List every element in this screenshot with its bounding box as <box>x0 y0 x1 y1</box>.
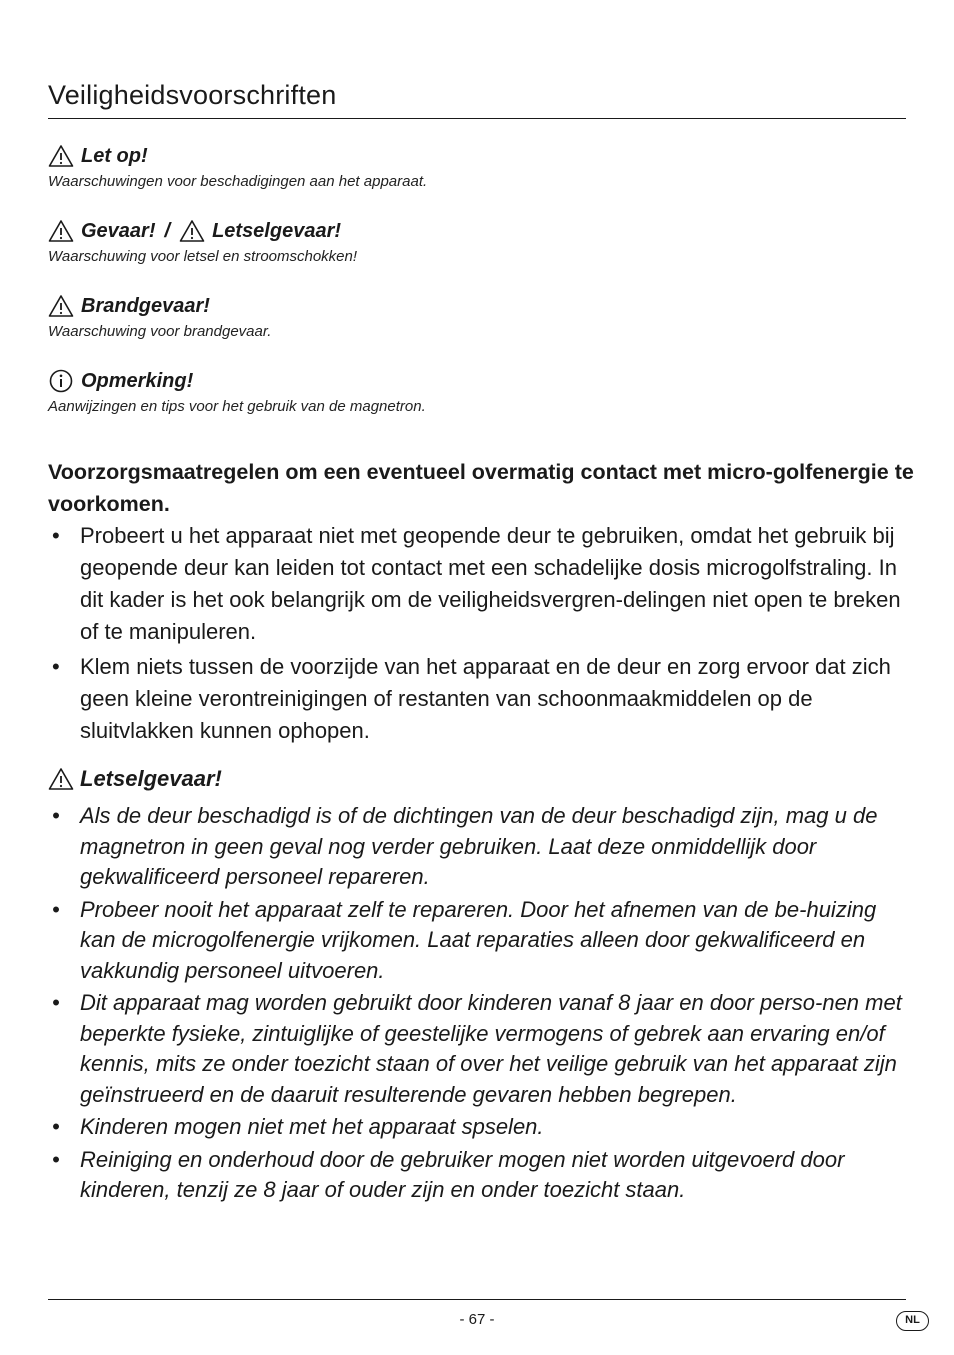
warning-triangle-icon <box>179 219 205 243</box>
injury-heading <box>48 766 222 792</box>
list-item <box>48 988 908 1110</box>
bullet: • <box>52 1146 60 1172</box>
list-item-text: Reiniging en onderhoud door de gebruiker mogen niet worden uitgevoerd door kinderen, tenzij ze 8 jaar of ouder zijn en onder toezicht staan. <box>80 1146 845 1202</box>
list-item <box>48 1112 908 1143</box>
list-item-text: Probeer nooit het apparaat zelf te repareren. Door het afnemen van de be-huizing kan de microgolfenergie vrijkomen. Laat reparaties alleen door gekwalificeerd en vakkundig personeel uitvoeren. <box>80 896 877 983</box>
bullet: • <box>52 1114 60 1139</box>
info-icon <box>48 369 74 393</box>
list-item <box>48 895 908 987</box>
bullet: • <box>52 523 60 548</box>
warning-triangle-icon <box>48 767 74 791</box>
page-number: - 67 - <box>459 1311 495 1328</box>
warning-triangle-icon <box>48 294 74 318</box>
warning-triangle-icon <box>48 219 74 243</box>
footer-divider <box>48 1299 906 1300</box>
injury-list <box>48 801 908 1208</box>
notice-label: Opmerking! <box>81 369 194 392</box>
list-item <box>48 520 908 648</box>
bullet: • <box>52 654 60 679</box>
bullet: • <box>52 990 60 1015</box>
injury-heading-label: Letselgevaar! <box>80 766 222 791</box>
notice-label-secondary: Letselgevaar! <box>212 219 342 242</box>
notice-description: Waarschuwing voor brandgevaar. <box>48 323 272 340</box>
notice-fire <box>48 294 271 340</box>
section-heading: Voorzorgsmaatregelen om een eventueel overmatig contact met micro-golfenergie te voorkomen. <box>48 460 914 516</box>
list-item <box>48 1145 908 1206</box>
list-item-text: Klem niets tussen de voorzijde van het apparaat en de deur en zorg ervoor dat zich geen kleine verontreinigingen of restanten van schoonmaakmiddelen op de sluitvlakken kunnen ophopen. <box>80 654 891 743</box>
page-title: Veiligheidsvoorschriften <box>48 80 337 110</box>
warning-triangle-icon <box>48 144 74 168</box>
notice-label: Brandgevaar! <box>81 294 210 317</box>
notice-label: Let op! <box>81 144 148 167</box>
notice-separator: / <box>164 219 171 242</box>
list-item-text: Probeert u het apparaat niet met geopende deur te gebruiken, omdat het gebruik bij geopende deur kan leiden tot contact met een schadelijke dosis microgolfstraling. In dit kader is het ook belangrijk om de veiligheidsvergren-delingen niet open te breken of te manipuleren. <box>80 523 901 644</box>
list-item-text: Dit apparaat mag worden gebruikt door kinderen vanaf 8 jaar en door perso-nen met beperkte fysieke, zintuiglijke of geestelijke vermogens of gebrek aan ervaring en/of kennis, mits ze onder toezicht staan of over het veilige gebruik van het apparaat zijn geïnstrueerd en de daaruit resulterende gevaren hebben begrepen. <box>80 990 902 1107</box>
notice-danger <box>48 219 357 265</box>
list-item <box>48 801 908 893</box>
language-badge: NL <box>896 1311 929 1331</box>
list-item <box>48 651 908 747</box>
notice-description: Waarschuwing voor letsel en stroomschokken! <box>48 248 358 265</box>
list-item-text: Als de deur beschadigd is of de dichtingen van de deur beschadigd zijn, mag u de magnetron in geen geval nog verder gebruiken. Laat deze onmiddellijk door gekwalificeerd personeel repareren. <box>80 803 878 889</box>
title-divider <box>48 118 906 119</box>
notice-label: Gevaar! <box>81 219 156 242</box>
notice-remark <box>48 369 426 415</box>
notice-description: Aanwijzingen en tips voor het gebruik van de magnetron. <box>48 398 426 415</box>
precaution-list <box>48 520 908 750</box>
notice-caution <box>48 144 427 190</box>
notice-description: Waarschuwingen voor beschadigingen aan het apparaat. <box>48 173 428 190</box>
bullet: • <box>52 803 60 828</box>
list-item-text: Kinderen mogen niet met het apparaat spselen. <box>80 1114 544 1139</box>
bullet: • <box>52 896 60 922</box>
